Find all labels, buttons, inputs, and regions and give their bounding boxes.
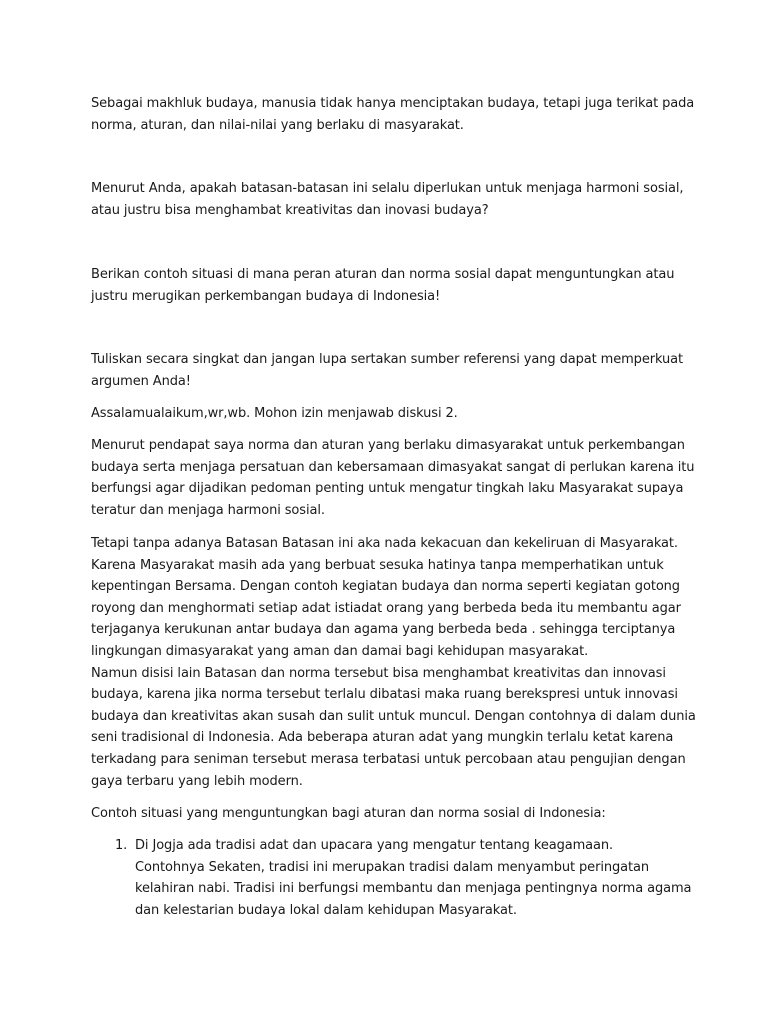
text-line: budaya serta menjaga persatuan dan kebersamaan dimasyakat sangat di perlukan karena itu: [91, 459, 695, 475]
answer-opinion-paragraph: [91, 435, 695, 521]
text-line: Contoh situasi yang menguntungkan bagi aturan dan norma sosial di Indonesia:: [91, 806, 606, 821]
text-line: Tuliskan secara singkat dan jangan lupa sertakan sumber referensi yang dapat memperkuat: [91, 352, 684, 367]
list-number: 1.: [115, 838, 128, 853]
text-line: budaya dan kreativitas akan susah dan sulit untuk muncul. Dengan contohnya di dalam dunia: [91, 708, 696, 724]
question-prompt-paragraph: [91, 178, 691, 221]
text-line: Tetapi tanpa adanya Batasan Batasan ini aka nada kekacuan dan kekeliruan di Masyarakat.: [91, 536, 678, 551]
text-line: Menurut pendapat saya norma dan aturan yang berlaku dimasyarakat untuk perkembangan: [91, 438, 685, 453]
text-line: Contohnya Sekaten, tradisi ini merupakan tradisi dalam menyambut peringatan: [135, 859, 649, 875]
text-line: argumen Anda!: [91, 373, 191, 389]
question-intro-paragraph: [91, 93, 695, 136]
text-line: Sebagai makhluk budaya, manusia tidak hanya menciptakan budaya, tetapi juga terikat pada: [91, 96, 695, 111]
text-line: budaya, karena jika norma tersebut terlalu dibatasi maka ruang berekspresi untuk innovasi: [91, 687, 678, 703]
text-line: teratur dan menjaga harmoni sosial.: [91, 502, 325, 518]
text-line: seni tradisional di Indonesia. Ada beberapa aturan adat yang mungkin terlalu ketat karena: [91, 730, 674, 746]
text-line: Di Jogja ada tradisi adat dan upacara yang mengatur tentang keagamaan.: [135, 838, 614, 853]
text-line: terjaganya kerukunan antar budaya dan agama yang berbeda beda . sehingga terciptanya: [91, 622, 676, 638]
list-item: [91, 835, 691, 921]
text-line: justru merugikan perkembangan budaya di Indonesia!: [91, 288, 441, 304]
text-line: terkadang para seniman tersebut merasa terbatasi untuk percobaan atau pengujian dengan: [91, 751, 686, 767]
examples-list: [91, 835, 691, 921]
text-line: dan kelestarian budaya lokal dalam kehidupan Masyarakat.: [135, 902, 517, 918]
question-example-request-paragraph: [91, 264, 691, 307]
question-instruction-paragraph: [91, 349, 691, 392]
examples-heading: [91, 803, 691, 825]
text-line: Karena Masyarakat masih ada yang berbuat sesuka hatinya tanpa memperhatikan untuk: [91, 557, 664, 573]
text-line: kepentingan Bersama. Dengan contoh kegiatan budaya dan norma seperti kegiatan gotong: [91, 579, 680, 595]
text-line: lingkungan dimasyarakat yang aman dan damai bagi kehidupan masyarakat.: [91, 643, 589, 659]
answer-greeting: [91, 403, 691, 425]
text-line: kelahiran nabi. Tradisi ini berfungsi membantu dan menjaga pentingnya norma agama: [135, 881, 692, 897]
text-line: Berikan contoh situasi di mana peran aturan dan norma sosial dapat menguntungkan atau: [91, 267, 675, 282]
answer-argument-paragraph: [91, 533, 696, 792]
text-line: atau justru bisa menghambat kreativitas dan inovasi budaya?: [91, 202, 489, 218]
text-line: norma, aturan, dan nilai-nilai yang berlaku di masyarakat.: [91, 117, 464, 133]
text-line: berfungsi agar dijadikan pedoman penting untuk mengatur tingkah laku Masyarakat supaya: [91, 481, 684, 497]
text-line: royong dan menghormati setiap adat istiadat orang yang berbeda beda itu membantu agar: [91, 600, 681, 616]
text-line: Namun disisi lain Batasan dan norma tersebut bisa menghambat kreativitas dan innovasi: [91, 665, 666, 681]
text-line: Assalamualaikum,wr,wb. Mohon izin menjawab diskusi 2.: [91, 406, 458, 421]
text-line: Menurut Anda, apakah batasan-batasan ini selalu diperlukan untuk menjaga harmoni sosial,: [91, 181, 684, 196]
text-line: gaya terbaru yang lebih modern.: [91, 773, 303, 789]
